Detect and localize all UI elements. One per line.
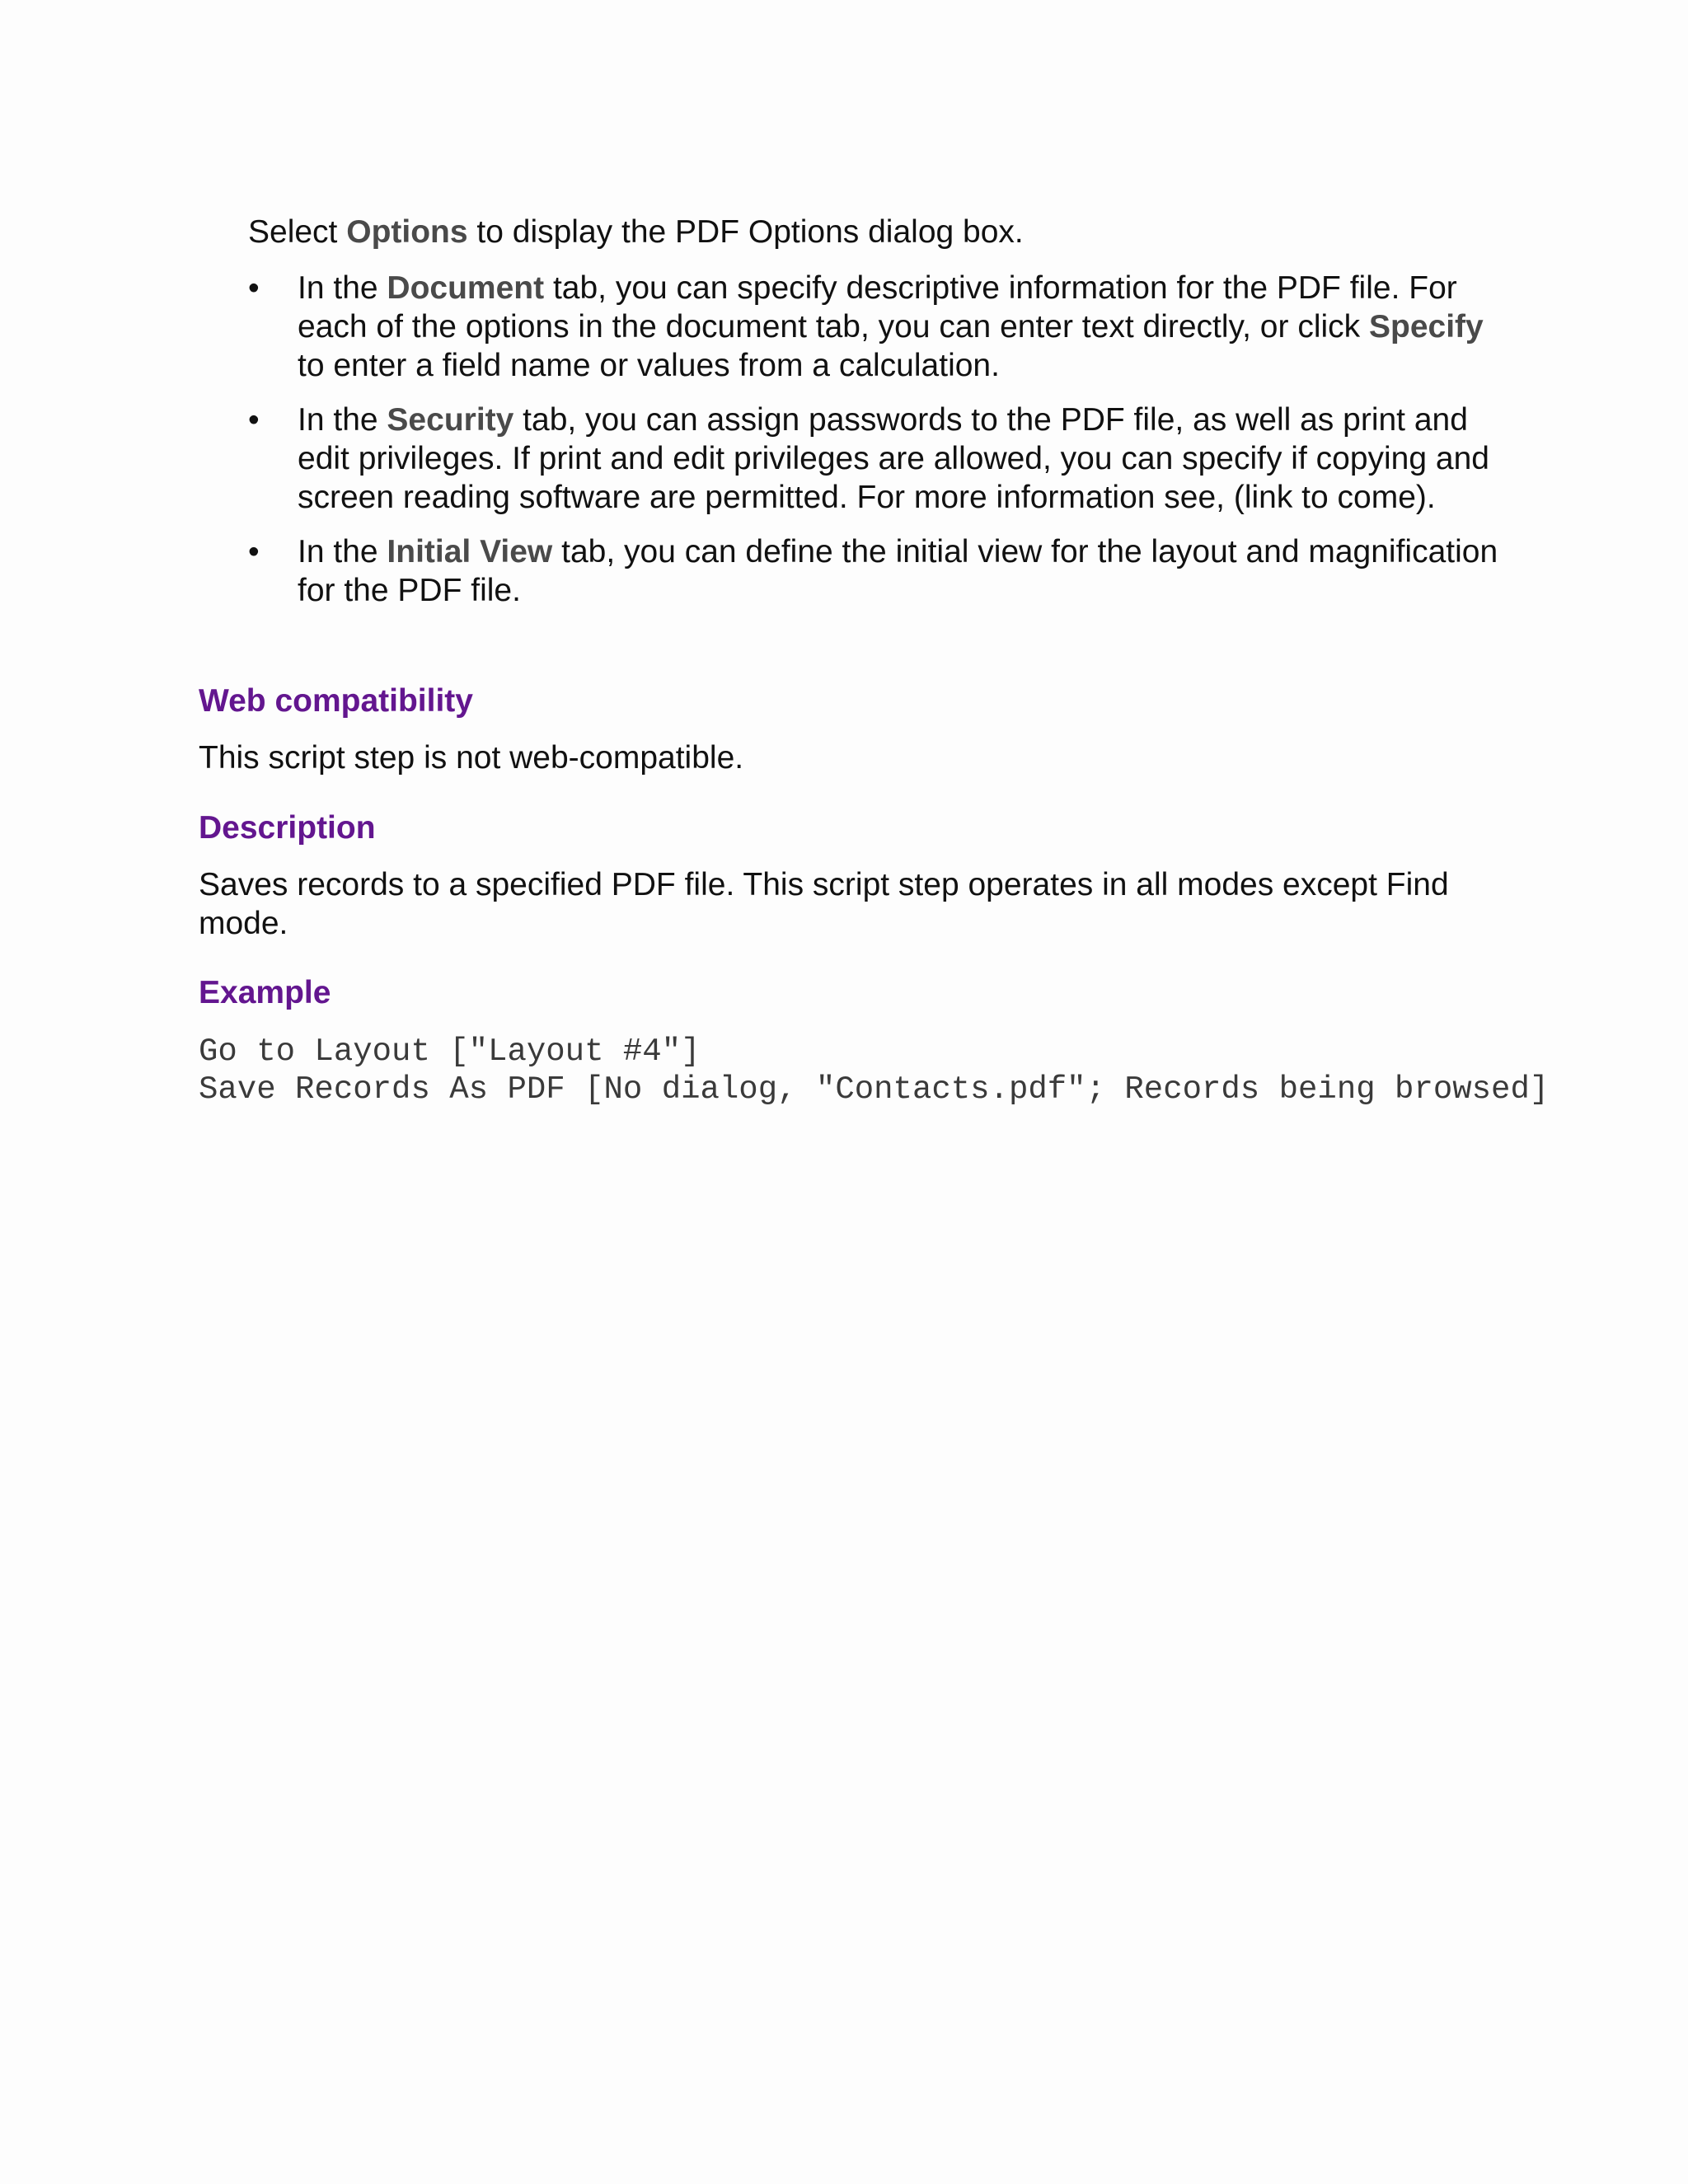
initial-view-term: Initial View [387, 534, 553, 569]
list-item-text-post: tab, you can assign passwords to the PDF file, as well as print and edit privileges. If print and edit privileges are allowed, you can specify if copying and screen reading software are permitted. For more information see, (link to come). [298, 402, 1489, 515]
code-line: Save Records As PDF [No dialog, "Contacts.pdf"; Records being browsed] [199, 1071, 1550, 1108]
intro-paragraph [248, 213, 1534, 252]
list-item-text-pre: In the [298, 402, 387, 438]
list-item-text-pre: In the [298, 270, 387, 306]
list-item-security-tab [248, 401, 1501, 517]
list-item-text-pre: In the [298, 534, 387, 569]
bullet-marker: • [248, 534, 260, 569]
list-item-text-post: to enter a field name or values from a calculation. [298, 348, 1000, 383]
description-heading: Description [199, 810, 376, 846]
code-line: Go to Layout ["Layout #4"] [199, 1033, 701, 1070]
security-term: Security [387, 402, 514, 438]
example-heading: Example [199, 975, 331, 1010]
specify-term: Specify [1369, 309, 1484, 344]
web-compatibility-text: This script step is not web-compatible. [199, 740, 744, 776]
document-term: Document [387, 270, 545, 306]
example-code-block [199, 1033, 1550, 1108]
list-item-initial-view-tab [248, 532, 1501, 610]
bullet-marker: • [248, 270, 260, 306]
description-text: Saves records to a specified PDF file. This script step operates in all modes except Find mode. [199, 867, 1449, 941]
intro-text-pre: Select [248, 214, 347, 250]
options-term: Options [346, 214, 468, 250]
pdf-options-tab-list [248, 269, 1501, 626]
list-item-document-tab [248, 269, 1501, 385]
web-compatibility-heading: Web compatibility [199, 683, 473, 719]
list-item-text-mid: tab, you can specify descriptive information for the PDF file. For each of the options in the document tab, you can enter text directly, or click [298, 270, 1457, 344]
intro-text-post: to display the PDF Options dialog box. [467, 214, 1024, 250]
list-item-text-post: tab, you can define the initial view for the layout and magnification for the PDF file. [298, 534, 1498, 608]
bullet-marker: • [248, 402, 260, 438]
